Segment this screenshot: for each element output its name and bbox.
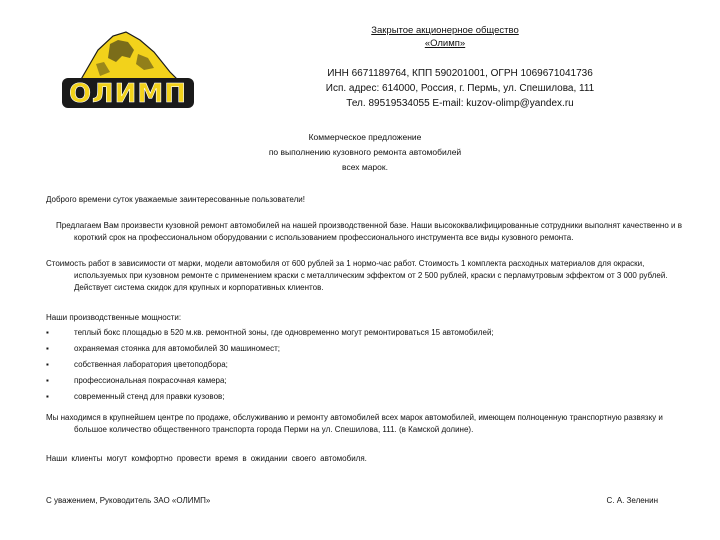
offer-title-line-3: всех марок.: [342, 162, 388, 172]
company-line-1: Закрытое акционерное общество: [371, 25, 519, 36]
offer-title-line-2: по выполнению кузовного ремонта автомобилей: [268, 147, 462, 157]
paragraph-waiting: Наши клиенты могут комфортно провести время в ожидании своего автомобиля.: [46, 454, 367, 463]
signature-name: С. А. Зеленин: [606, 496, 658, 505]
logo-wordmark: ОЛИМП: [68, 79, 188, 109]
company-line-2: «Олимп»: [424, 38, 466, 49]
greeting: Доброго времени суток уважаемые заинтересованные пользователи!: [46, 195, 305, 204]
list-item: ▪ профессиональная покрасочная камера;: [46, 373, 646, 389]
bullet-icon: ▪: [46, 392, 49, 401]
offer-title: [230, 130, 500, 175]
company-name: [340, 24, 550, 50]
paragraph-location: Мы находимся в крупнейшем центре по продаже, обслуживанию и ремонту автомобилей всех марок автомобилей, имеющем полноценную транспортную развязку и большое количество общественного транспорта города Перми на ул. Спешилова, 111. (в Камской долине).: [46, 413, 663, 434]
offer-title-line-1: Коммерческое предложение: [308, 132, 422, 142]
inn-line: ИНН 6671189764, КПП 590201001, ОГРН 1069671041736: [327, 68, 593, 79]
signature-left: С уважением, Руководитель ЗАО «ОЛИМП»: [46, 496, 211, 505]
company-requisites: [270, 66, 650, 111]
olimp-logo: [58, 28, 198, 118]
list-item: ▪ теплый бокс площадью в 520 м.кв. ремонтной зоны, где одновременно могут ремонтироваться 15 автомобилей;: [46, 325, 646, 341]
address-line: Исп. адрес: 614000, Россия, г. Пермь, ул. Спешилова, 111: [325, 83, 595, 94]
paragraph-offer: Предлагаем Вам произвести кузовной ремонт автомобилей на нашей производственной базе. Наши высококвалифицированные сотрудники выполнят качественно и в короткий срок на профессиональном оборудовании с использованием профессионального инструмента все виды кузовного ремонта.: [56, 221, 682, 242]
contacts-line: Тел. 89519534055 E-mail: kuzov-olimp@yandex.ru: [346, 98, 574, 109]
list-item: ▪ охраняемая стоянка для автомобилей 30 машиномест;: [46, 341, 646, 357]
bullet-icon: ▪: [46, 376, 49, 385]
capacities-list: [46, 325, 646, 405]
bullet-icon: ▪: [46, 344, 49, 353]
list-item: ▪ современный стенд для правки кузовов;: [46, 389, 646, 405]
bullet-icon: ▪: [46, 360, 49, 369]
paragraph-prices: Стоимость работ в зависимости от марки, модели автомобиля от 600 рублей за 1 нормо-час работ. Стоимость 1 комплекта расходных материалов для окраски, используемых при кузовном ремонте с применением краски с металлическим эффектом от 2 500 рублей, краски с перламутровым эффектом от 3 000 рублей. Действует система скидок для крупных и корпоративных клиентов.: [46, 259, 668, 292]
capacities-title: Наши производственные мощности:: [46, 313, 182, 322]
list-item: ▪ собственная лаборатория цветоподбора;: [46, 357, 646, 373]
bullet-icon: ▪: [46, 328, 49, 337]
